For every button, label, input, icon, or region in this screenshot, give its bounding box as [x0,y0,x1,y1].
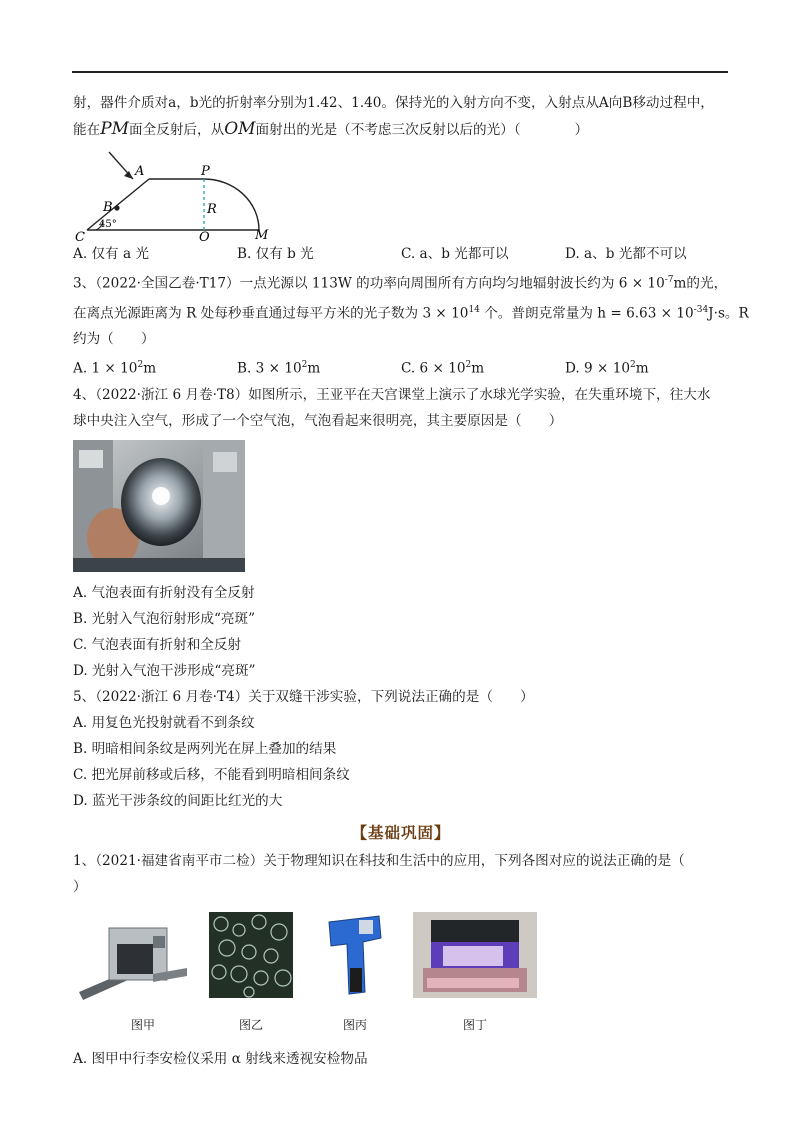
xray-scanner-image [75,918,189,1015]
q-prev-options [73,241,729,267]
label-A: A [135,164,145,179]
soap-bubbles-image [209,912,293,1007]
q5-option-a: A. 用复色光投射就看不到条纹 [73,714,255,731]
label-R: R [207,202,217,217]
q5-option-c: C. 把光屏前移或后移，不能看到明暗相间条纹 [73,766,350,783]
b1-option-a: A. 图甲中行李安检仪采用 α 射线来透视安检物品 [73,1050,368,1067]
q-prev-line1: 射，器件介质对a，b光的折射率分别为1.42、1.40。保持光的入射方向不变，入射点从A向B移动过程中， [73,95,714,111]
q4-option-a: A. 气泡表面有折射没有全反射 [73,584,255,601]
caption-ding: 图丁 [462,1017,487,1032]
q4-line2: 球中央注入空气，形成了一个空气泡，气泡看起来很明亮，其主要原因是（ ） [73,412,563,429]
q3-line2: 在离点光源距离为 R 处每秒垂直通过每平方米的光子数为 $3 \times 10^{14}$ 个。普朗克常量为 $h = 6.63 \times 10^{-34}J\cdot s$。R [73,304,749,322]
q4-option-b: B. 光射入气泡衍射形成“亮斑” [73,610,256,627]
document-body [73,90,749,1072]
q-prev-line2: 能在PM面全反射后，从OM面射出的光是（不考虑三次反射以后的光）（ ） [73,119,589,139]
thermometer-gun-image [323,912,385,1007]
section-heading: 【基础巩固】 [351,822,451,842]
label-B: B [103,200,113,215]
label-angle: 45° [99,219,117,230]
q5-option-b: B. 明暗相间条纹是两列光在屏上叠加的结果 [73,740,337,757]
option: A. $1 \times 10^2m$ [73,360,157,377]
q3-line1: 3、（2022·全国乙卷·T17）一点光源以 113W 的功率向周围所有方向均匀地辐射波长约为 $6 \times 10^{-7}m$的光， [73,275,728,292]
b1-line1: 1、（2021·福建省南平市二检）关于物理知识在科技和生活中的应用，下列各图对应的说法正确的是（ [73,852,685,869]
water-ball-photo [73,440,245,572]
q5-line1: 5、（2022·浙江 6 月卷·T4）关于双缝干涉实验，下列说法正确的是（ ） [73,688,534,705]
prism-figure [73,143,729,241]
q4-option-c: C. 气泡表面有折射和全反射 [73,636,242,653]
header-rule [72,71,728,73]
label-M: M [255,228,269,241]
option: B. $3 \times 10^2m$ [237,360,321,377]
caption-bing: 图丙 [342,1017,367,1032]
b1-line2: ） [73,878,87,895]
option: D. $9 \times 10^2m$ [565,360,649,377]
label-O: O [199,230,210,241]
q4-option-d: D. 光射入气泡干涉形成“亮斑” [73,662,256,679]
option: D. a、b 光都不可以 [565,246,687,262]
label-P: P [201,164,210,179]
q4-line1: 4、（2022·浙江 6 月卷·T8）如图所示，王亚平在天宫课堂上演示了水球光学实验，在失重环境下，往大水 [73,386,711,403]
option: A. 仅有 a 光 [73,246,149,262]
q5-option-d: D. 蓝光干涉条纹的间距比红光的大 [73,792,283,809]
option: B. 仅有 b 光 [237,246,314,262]
label-C: C [75,230,85,241]
caption-yi: 图乙 [238,1017,263,1032]
q3-options [73,352,729,382]
option: C. a、b 光都可以 [401,246,509,262]
b1-images [73,912,729,1046]
caption-jia: 图甲 [130,1017,155,1032]
q3-line3: 约为（ ） [73,331,155,348]
uv-detector-image [413,912,537,1007]
option: C. $6 \times 10^2m$ [401,360,485,377]
